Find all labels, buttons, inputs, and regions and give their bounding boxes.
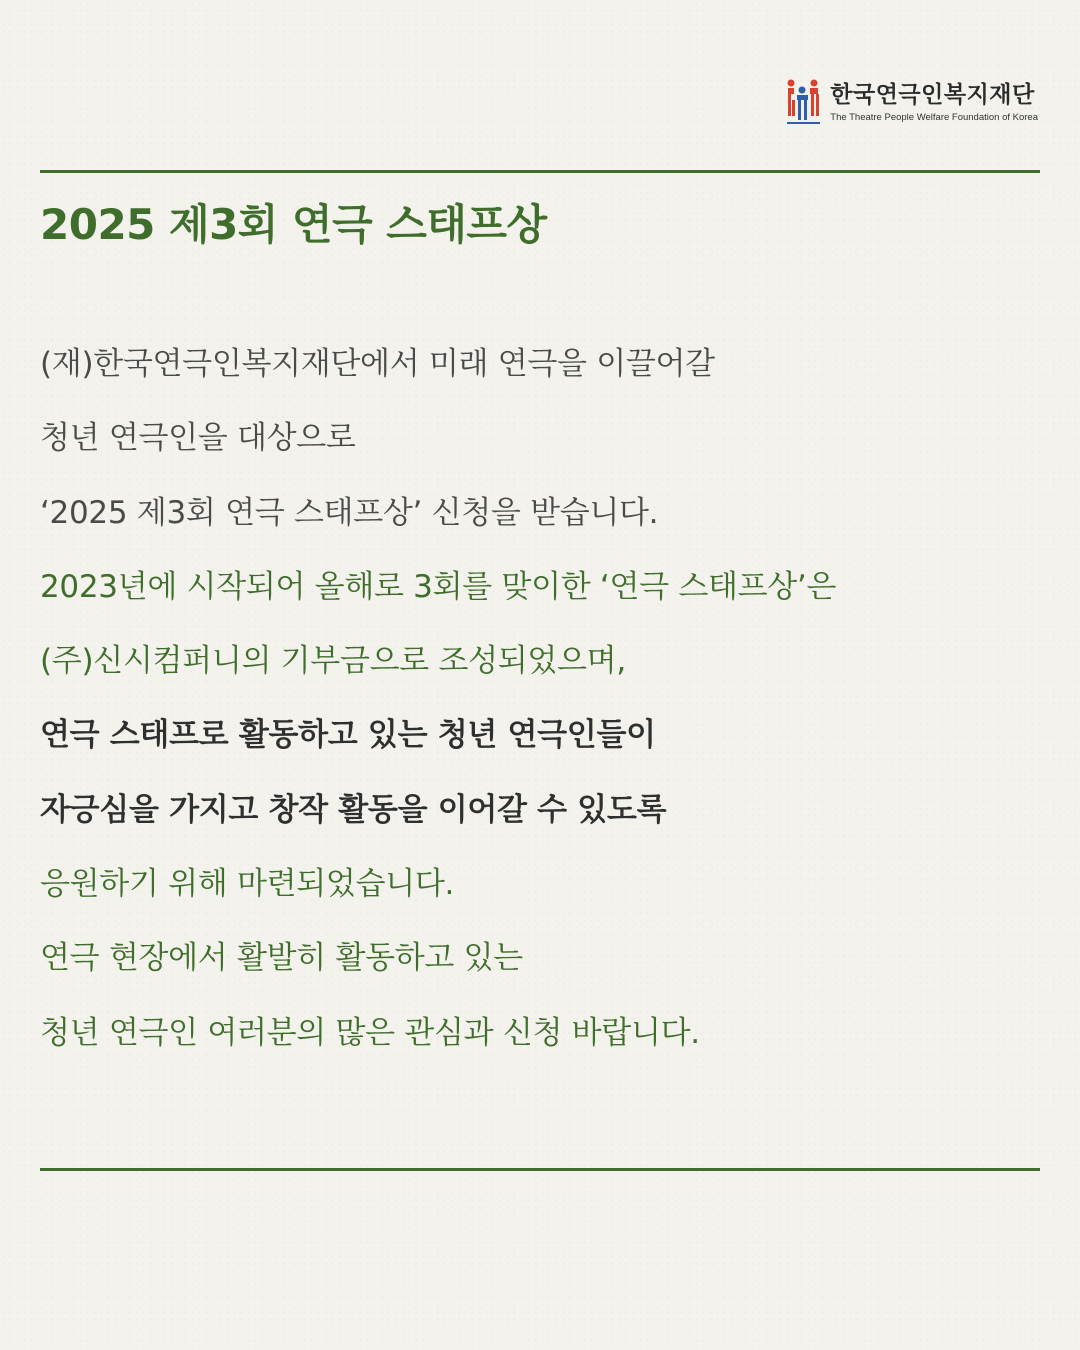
bottom-divider — [40, 1168, 1040, 1171]
logo-text — [830, 81, 1038, 124]
body-line: 2023년에 시작되어 올해로 3회를 맞이한 ‘연극 스태프상’은 — [40, 568, 837, 605]
body-line: 청년 연극인 여러분의 많은 관심과 신청 바랍니다. — [40, 1014, 700, 1051]
logo-name-english: The Theatre People Welfare Foundation of Korea — [830, 111, 1038, 123]
body-line-emphasis: 자긍심을 가지고 창작 활동을 이어갈 수 있도록 — [40, 791, 667, 828]
foundation-logo — [786, 78, 1038, 126]
announcement-body — [40, 327, 1040, 1070]
page-title: 2025 제3회 연극 스태프상 — [40, 200, 547, 249]
body-line: (재)한국연극인복지재단에서 미래 연극을 이끌어갈 — [40, 346, 715, 382]
logo-name-korean: 한국연극인복지재단 — [830, 81, 1035, 108]
body-line: 청년 연극인을 대상으로 — [40, 420, 356, 457]
top-divider — [40, 170, 1040, 173]
body-line: 응원하기 위해 마련되었습니다. — [40, 866, 455, 903]
foundation-logo-mark-icon — [786, 78, 822, 126]
body-line-emphasis: 연극 스태프로 활동하고 있는 청년 연극인들이 — [40, 717, 656, 754]
body-line: (주)신시컴퍼니의 기부금으로 조성되었으며, — [40, 643, 626, 680]
body-line: ‘2025 제3회 연극 스태프상’ 신청을 받습니다. — [40, 494, 659, 531]
body-line: 연극 현장에서 활발히 활동하고 있는 — [40, 940, 523, 977]
